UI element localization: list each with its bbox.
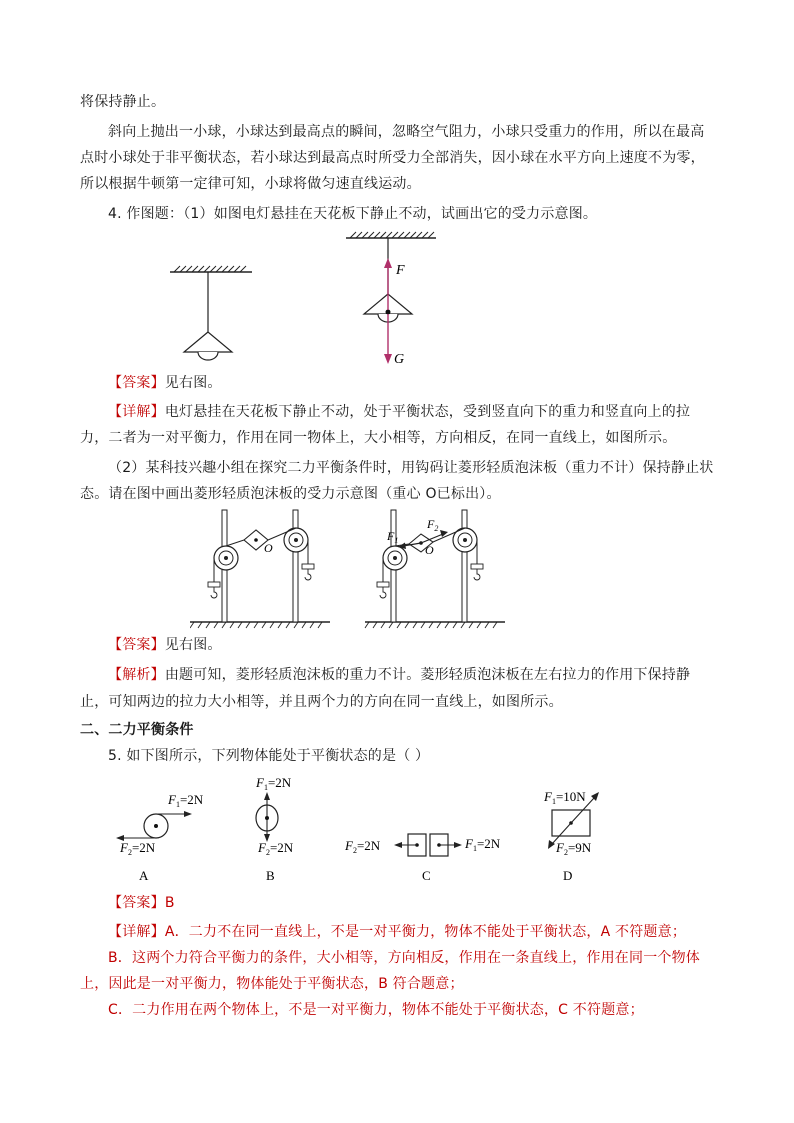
lamp-figure bbox=[160, 226, 450, 372]
answer-text: 见右图。 bbox=[164, 637, 222, 653]
answer-line bbox=[108, 373, 222, 393]
text-line: 点时小球处于非平衡状态，若小球达到最高点时所受力全部消失，因小球在水平方向上速度不为零， bbox=[80, 150, 705, 166]
detail-line: B．这两个力符合平衡力的条件，大小相等，方向相反，作用在一条直线上，作用在同一个物体 bbox=[108, 950, 701, 966]
label-O: O bbox=[425, 543, 434, 557]
label-G: G bbox=[394, 352, 405, 367]
options-figure bbox=[108, 770, 628, 886]
board-answer-diagram bbox=[365, 510, 505, 628]
analysis-line bbox=[108, 665, 690, 685]
answer-tag: 【答案】 bbox=[108, 375, 165, 391]
detail-line: 上，因此是一对平衡力，物体能处于平衡状态，B 符合题意； bbox=[80, 976, 464, 992]
detail-line bbox=[108, 922, 686, 942]
text-line: 态。请在图中画出菱形轻质泡沫板的受力示意图（重心 O已标出）。 bbox=[80, 486, 501, 502]
question-5-title: 5. 如下图所示，下列物体能处于平衡状态的是（ ） bbox=[108, 748, 430, 764]
option-a-f2-label: $F_2=2N$ bbox=[120, 840, 156, 857]
question-4-title: 4. 作图题：（1）如图电灯悬挂在天花板下静止不动，试画出它的受力示意图。 bbox=[108, 206, 598, 222]
option-b-diagram bbox=[255, 775, 294, 883]
label-F1: $F_1$ bbox=[387, 529, 399, 545]
option-a-f1-label: $F_1=2N$ bbox=[168, 792, 204, 809]
answer-text: 见右图。 bbox=[164, 375, 222, 391]
answer-text: B bbox=[164, 895, 175, 911]
detail-text: 电灯悬挂在天花板下静止不动，处于平衡状态，受到竖直向下的重力和竖直向上的拉 bbox=[164, 404, 691, 420]
option-d-diagram bbox=[543, 789, 599, 883]
label-F2: $F_2$ bbox=[427, 517, 439, 533]
detail-text: A．二力不在同一直线上，不是一对平衡力，物体不能处于平衡状态，A 不符题意； bbox=[164, 924, 687, 940]
detail-line bbox=[108, 402, 690, 422]
option-d-f2-label: $F_2=9N$ bbox=[556, 840, 592, 857]
option-c-f1-label: $F_1=2N$ bbox=[465, 836, 501, 853]
answer-line bbox=[108, 893, 175, 913]
detail-tag: 【详解】 bbox=[108, 924, 165, 940]
board-question-diagram bbox=[190, 510, 330, 628]
option-a-caption: A bbox=[139, 868, 149, 883]
option-c-diagram bbox=[344, 834, 501, 883]
answer-tag: 【答案】 bbox=[108, 895, 165, 911]
text-line: 力，二者为一对平衡力，作用在同一物体上，大小相等，方向相反，在同一直线上，如图所示。 bbox=[80, 430, 677, 446]
option-c-f2-label: $F_2=2N$ bbox=[345, 838, 381, 855]
label-O: O bbox=[264, 541, 273, 555]
section-heading: 二、二力平衡条件 bbox=[80, 722, 194, 738]
detail-tag: 【详解】 bbox=[108, 404, 165, 420]
text-line: 所以根据牛顿第一定律可知，小球将做匀速直线运动。 bbox=[80, 176, 421, 192]
option-b-f2-label: $F_2=2N$ bbox=[258, 840, 294, 857]
option-b-caption: B bbox=[266, 868, 275, 883]
option-b-f1-label: $F_1=2N$ bbox=[256, 775, 292, 792]
option-d-caption: D bbox=[563, 868, 573, 883]
pulley-board-figure bbox=[190, 504, 510, 634]
answer-line bbox=[108, 635, 222, 655]
text-line: （2）某科技兴趣小组在探究二力平衡条件时，用钩码让菱形轻质泡沫板（重力不计）保持静止状 bbox=[108, 460, 714, 476]
text-line: 止，可知两边的拉力大小相等，并且两个力的方向在同一直线上，如图所示。 bbox=[80, 694, 563, 710]
analysis-text: 由题可知，菱形轻质泡沫板的重力不计。菱形轻质泡沫板在左右拉力的作用下保持静 bbox=[164, 667, 691, 683]
lamp-answer-diagram bbox=[346, 232, 436, 367]
text-line: 将保持静止。 bbox=[80, 94, 166, 110]
analysis-tag: 【解析】 bbox=[108, 667, 165, 683]
text-line: 斜向上抛出一小球，小球达到最高点的瞬间，忽略空气阻力，小球只受重力的作用，所以在最高 bbox=[108, 124, 705, 140]
option-d-f1-label: $F_1=10N$ bbox=[544, 789, 586, 806]
lamp-question-diagram bbox=[170, 266, 252, 360]
option-c-caption: C bbox=[422, 868, 431, 883]
option-a-diagram bbox=[116, 792, 204, 883]
label-F: F bbox=[396, 263, 405, 278]
detail-line: C．二力作用在两个物体上，不是一对平衡力，物体不能处于平衡状态，C 不符题意； bbox=[108, 1002, 644, 1018]
answer-tag: 【答案】 bbox=[108, 637, 165, 653]
